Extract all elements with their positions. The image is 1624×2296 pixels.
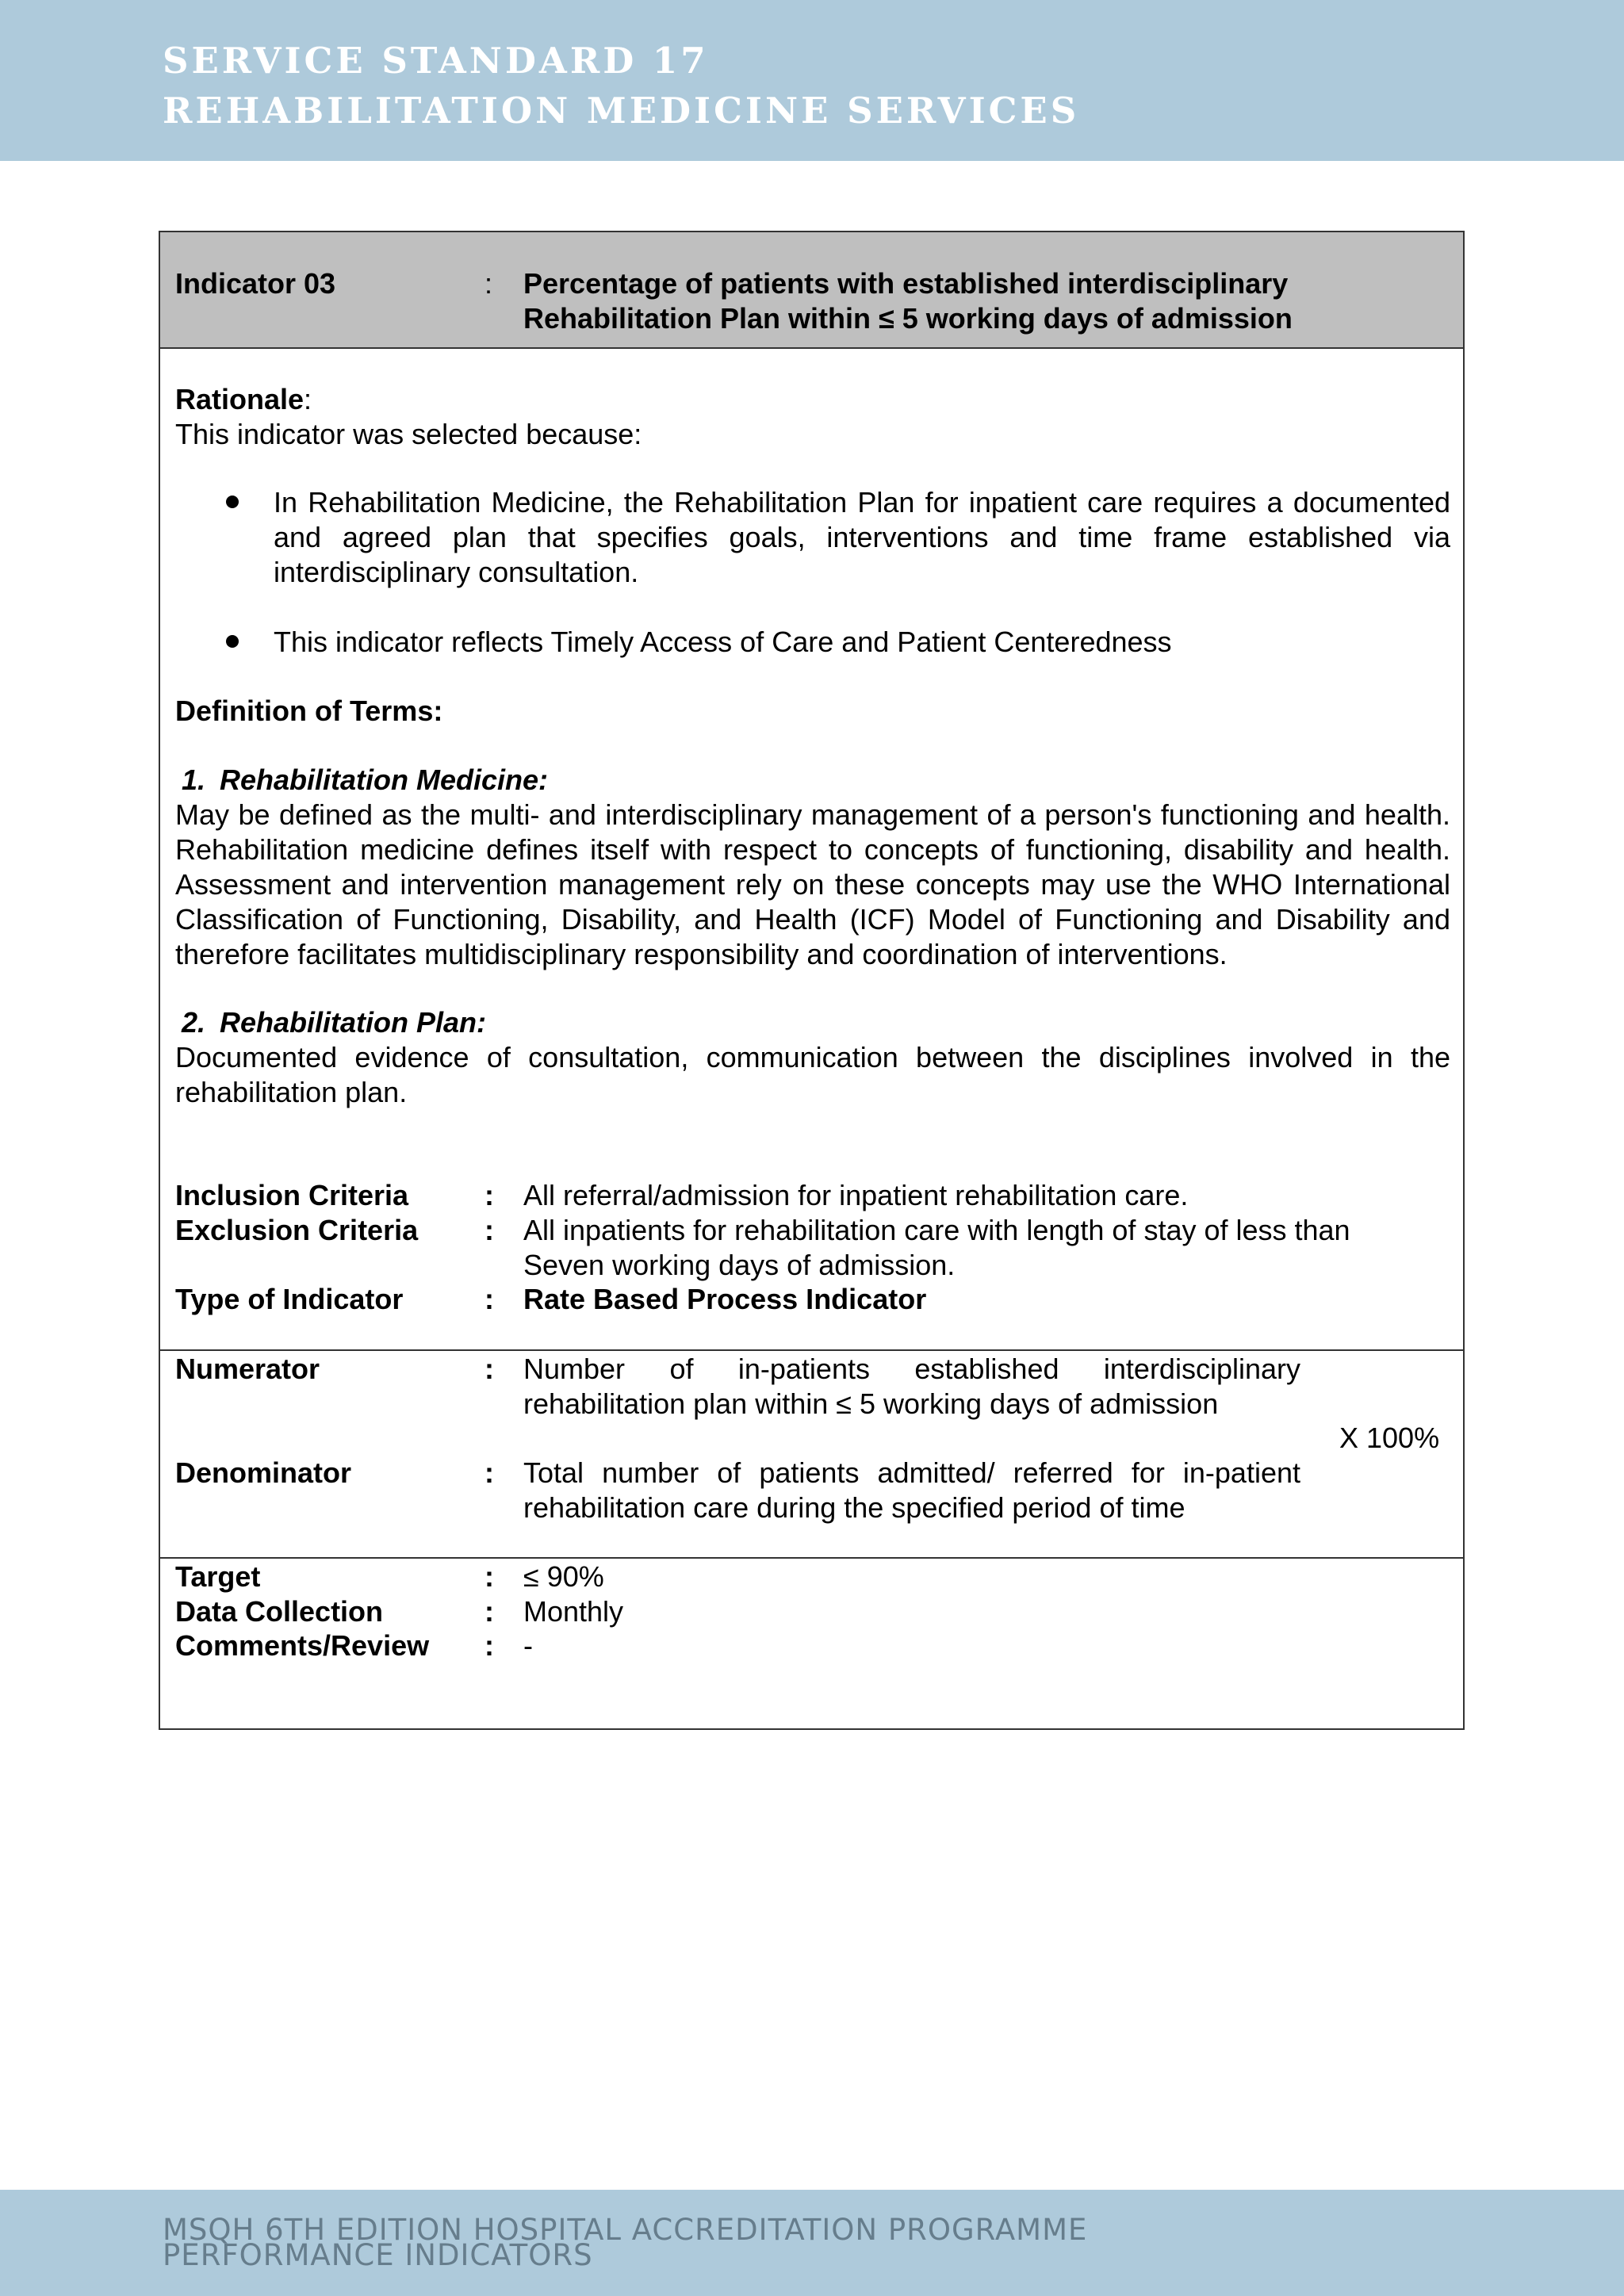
numerator-label: Numerator [175,1353,320,1385]
data-collection-value: Monthly [523,1595,624,1628]
footer-subtitle: PERFORMANCE INDICATORS [163,2238,593,2272]
denominator-line1: Total number of patients admitted/ referred for in-patient [523,1456,1300,1489]
term-2-definition: Documented evidence of consultation, communication between the disciplines involved in the rehabilitation plan. [175,1041,1450,1108]
comments-label: Comments/Review [175,1629,430,1662]
numerator-line2: rehabilitation plan within ≤ 5 working days of admission [523,1387,1219,1420]
term-2-title: Rehabilitation Plan: [220,1006,487,1039]
indicator-type-value: Rate Based Process Indicator [523,1283,927,1315]
target-label: Target [175,1560,261,1593]
rationale-intro: This indicator was selected because: [175,418,642,450]
formula-multiplier: X 100% [1339,1422,1440,1454]
exclusion-value-line2: Seven working days of admission. [523,1249,956,1281]
indicator-header [160,232,1463,349]
comments-value: - [523,1629,533,1662]
section-divider [160,1349,1463,1351]
section-divider [160,1557,1463,1559]
inclusion-value: All referral/admission for inpatient rehabilitation care. [523,1179,1189,1211]
header-service-title: REHABILITATION MEDICINE SERVICES [163,90,1080,132]
definitions-heading: Definition of Terms: [175,695,443,727]
target-value: ≤ 90% [523,1560,604,1593]
bullet-dot-icon [226,635,239,648]
indicator-title-line2: Rehabilitation Plan within ≤ 5 working days of admission [523,302,1293,335]
header-standard-number: SERVICE STANDARD 17 [163,40,709,82]
rationale-heading-text: Rationale [175,383,304,415]
denominator-colon: : [485,1456,494,1489]
indicator-type-label: Type of Indicator [175,1283,404,1315]
rationale-bullet-1: In Rehabilitation Medicine, the Rehabilitation Plan for inpatient care requires a documented and agreed plan that specifies goals, interventions and time frame established via interdisciplinary consultation. [274,486,1450,588]
term-1-definition: May be defined as the multi- and interdisciplinary management of a person's functioning and health. Rehabilitation medicine defines itself with respect to concepts of functioning, disability and health. Assessment and intervention management rely on these concepts may use the WHO International Classification of Functioning, Disability, and Health (ICF) Model of Functioning and Disability and therefore facilitates multidisciplinary responsibility and coordination of interventions. [175,798,1450,970]
exclusion-colon: : [485,1214,494,1246]
comments-colon: : [485,1629,494,1662]
data-collection-colon: : [485,1595,494,1628]
indicator-type-colon: : [485,1283,494,1315]
term-1-number: 1. [182,763,206,796]
exclusion-label: Exclusion Criteria [175,1214,419,1246]
numerator-colon: : [485,1353,494,1385]
rationale-bullet-2: This indicator reflects Timely Access of Care and Patient Centeredness [274,626,1172,658]
term-2-number: 2. [182,1006,206,1039]
indicator-title-line1: Percentage of patients with established interdisciplinary [523,267,1289,300]
data-collection-label: Data Collection [175,1595,384,1628]
term-1-title: Rehabilitation Medicine: [220,763,549,796]
denominator-label: Denominator [175,1456,352,1489]
bullet-dot-icon [226,496,239,508]
rationale-heading-colon: : [304,383,312,415]
page-header [0,0,1624,161]
indicator-card [159,231,1465,1730]
rationale-heading [175,382,312,417]
indicator-colon: : [485,267,493,300]
page-footer [0,2190,1624,2296]
numerator-line1: Number of in-patients established interdisciplinary [523,1353,1300,1385]
exclusion-value-line1: All inpatients for rehabilitation care with length of stay of less than [523,1214,1350,1246]
target-colon: : [485,1560,494,1593]
indicator-label: Indicator 03 [175,267,336,300]
denominator-line2: rehabilitation care during the specified period of time [523,1491,1185,1524]
inclusion-label: Inclusion Criteria [175,1179,409,1211]
footer-programme: MSQH 6TH EDITION HOSPITAL ACCREDITATION PROGRAMME [163,2213,1088,2247]
inclusion-colon: : [485,1179,494,1211]
